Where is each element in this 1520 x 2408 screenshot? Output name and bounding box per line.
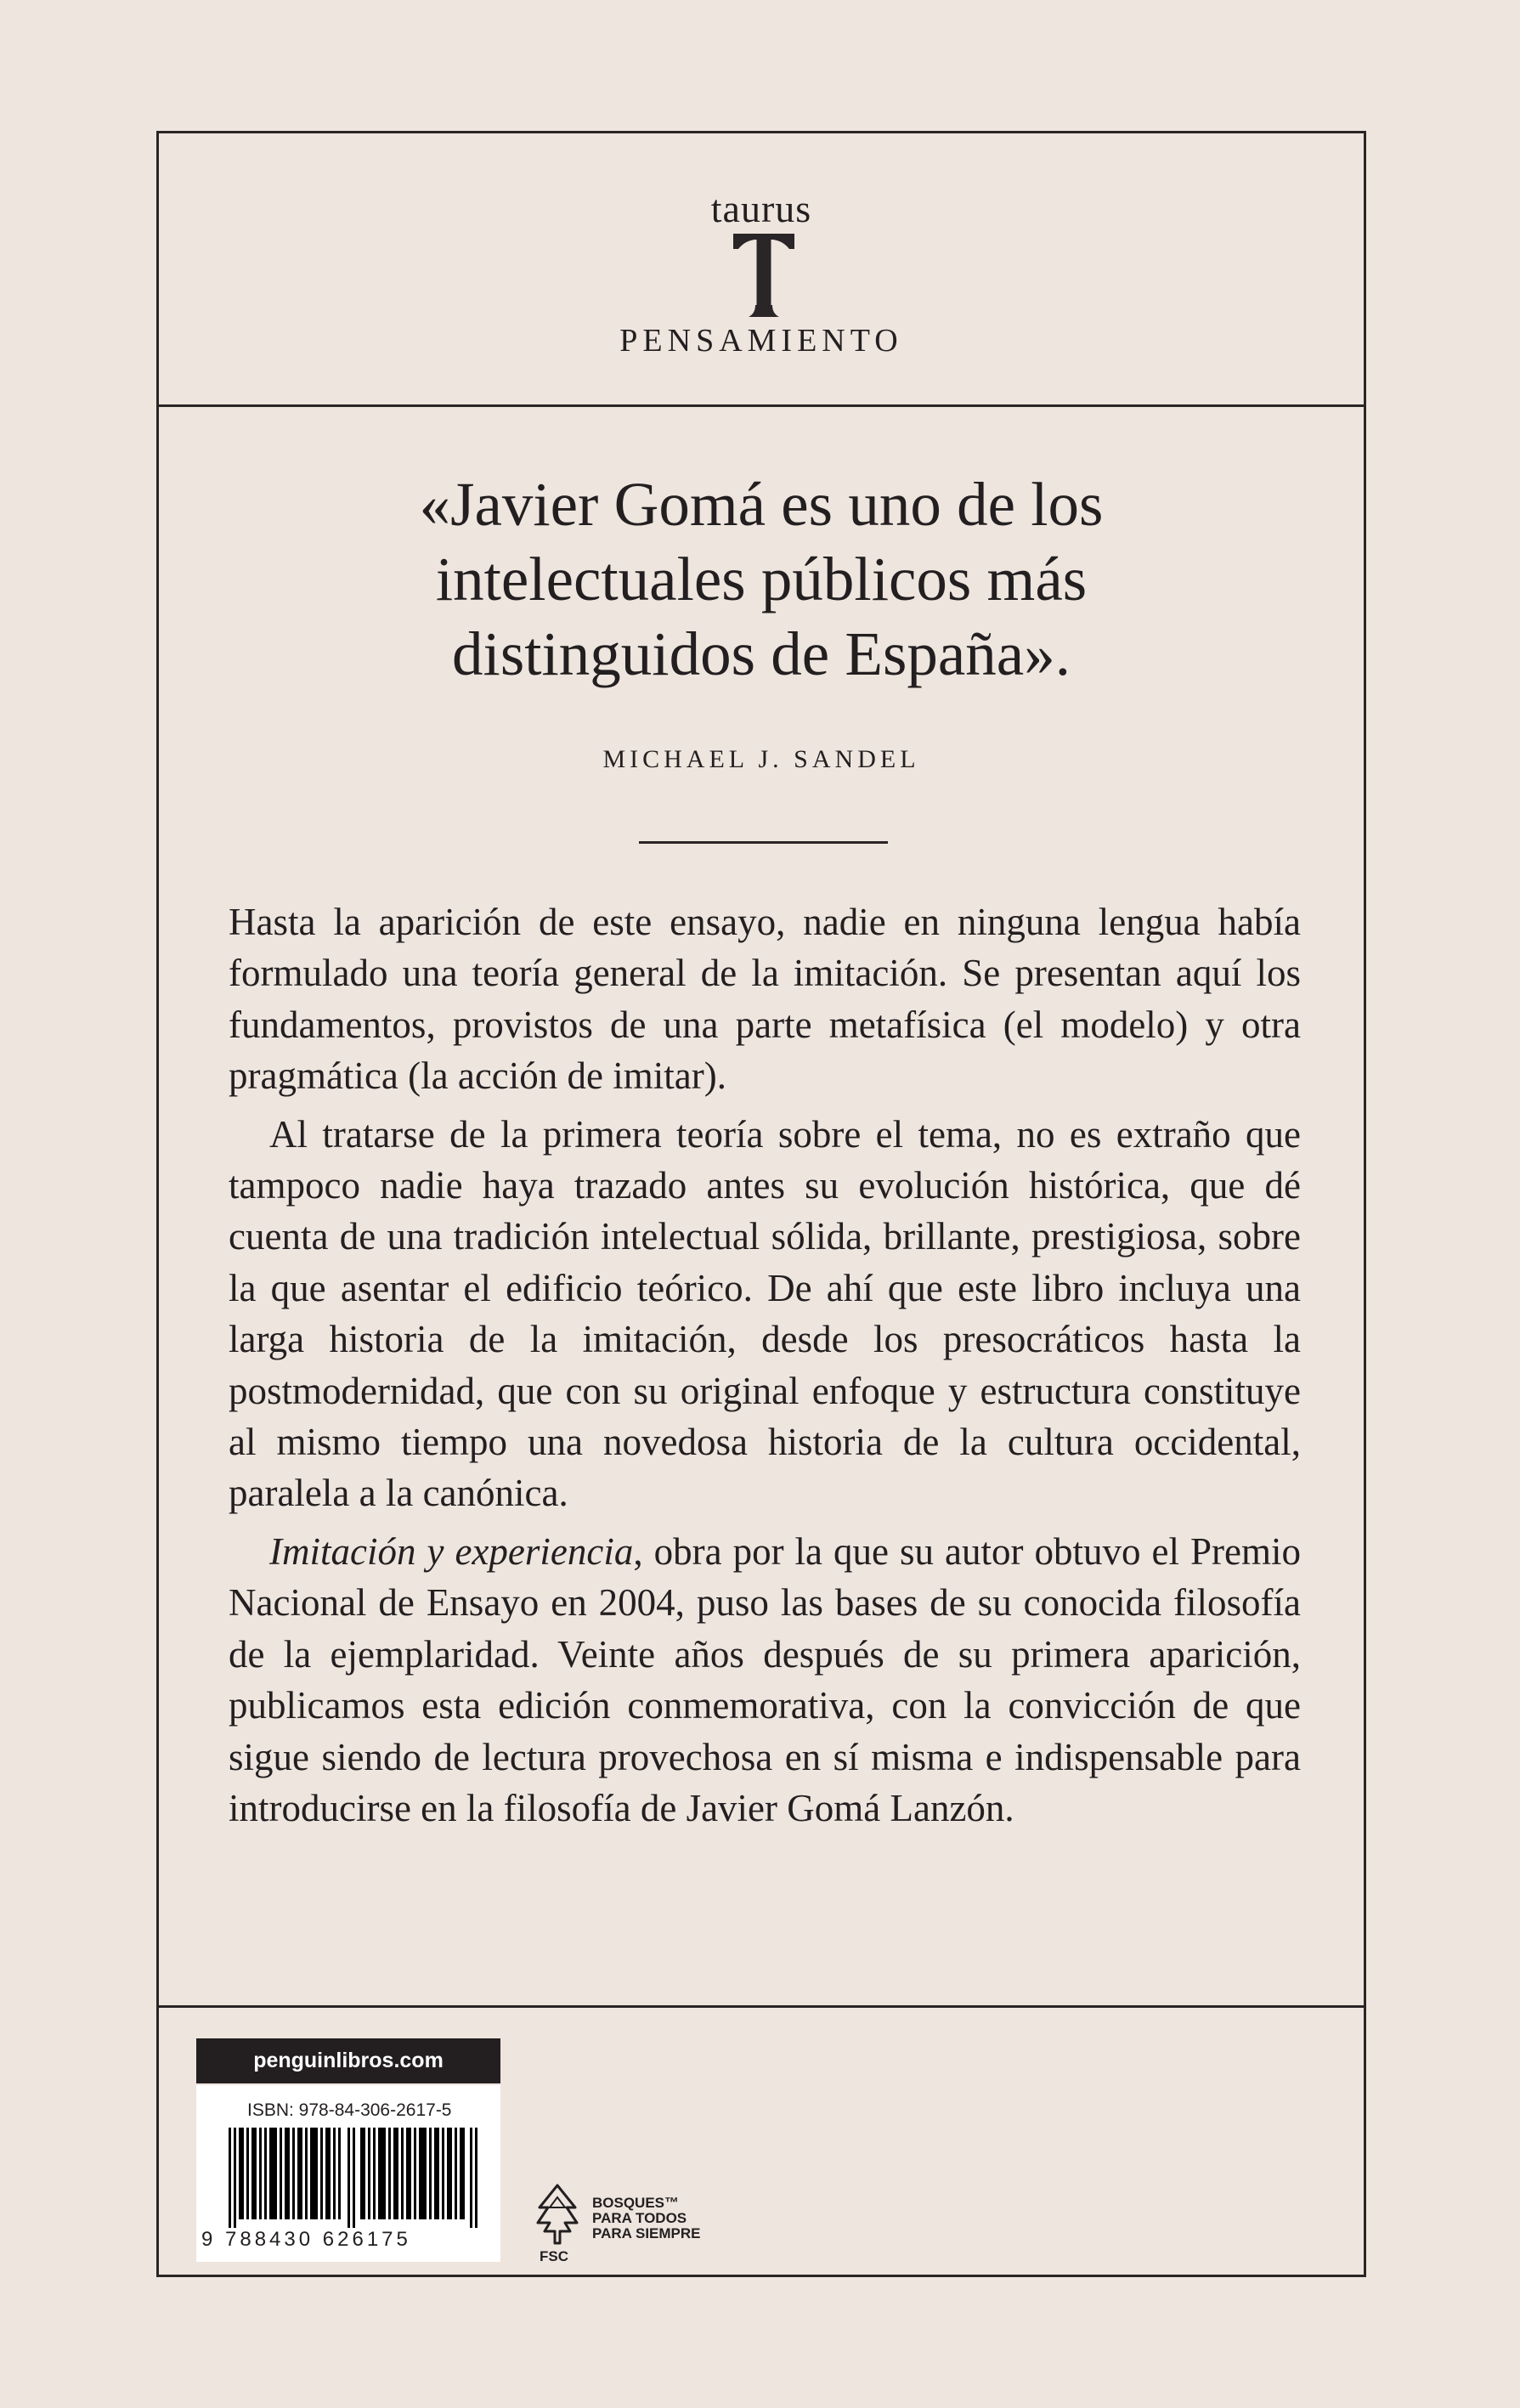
- fsc-slogan-line: BOSQUES™: [592, 2195, 680, 2211]
- book-description: [229, 896, 1301, 1834]
- fsc-label: FSC: [540, 2248, 568, 2264]
- fsc-slogan-line: PARA TODOS: [592, 2210, 687, 2226]
- taurus-t-logo-icon: [732, 232, 796, 320]
- description-paragraph-1: Hasta la aparición de este ensayo, nadie en ninguna lengua había formulado una teoría general de la imitación. Se presentan aquí los fundamentos, provistos de una parte metafísica (el modelo) y otra pragmática (la acción de imitar).: [229, 901, 1301, 1098]
- header-divider: [159, 404, 1364, 407]
- fsc-tree-icon: [533, 2182, 582, 2250]
- description-paragraph-3: [229, 1526, 1301, 1834]
- fsc-logo: [533, 2182, 745, 2267]
- barcode-panel: [196, 2085, 500, 2262]
- paragraph-text: , obra por la que su autor obtuvo el Premio Nacional de Ensayo en 2004, puso las bases de su conocida filosofía de la ejemplaridad. Veinte años después de su primera aparición, publicamos esta edición conmemorativa, con la convicción de que sigue siendo de lectura provechosa en sí misma e indispensable para introducirse en la filosofía de Javier Gomá Lanzón.: [229, 1529, 1301, 1829]
- website-label: penguinlibros.com: [196, 2038, 500, 2083]
- quote-line: distinguidos de España».: [452, 619, 1071, 688]
- barcode-icon: [229, 2128, 483, 2228]
- quote-divider: [639, 841, 888, 844]
- isbn-text: ISBN: 978-84-306-2617-5: [247, 2100, 452, 2120]
- series-name: PENSAMIENTO: [619, 323, 903, 359]
- fsc-slogan-line: PARA SIEMPRE: [592, 2225, 701, 2241]
- book-title: Imitación y experiencia: [269, 1529, 634, 1573]
- quote-author: MICHAEL J. SANDEL: [602, 745, 920, 773]
- blurb-quote: [193, 467, 1330, 692]
- barcode-number: 9 788430 626175: [201, 2228, 411, 2251]
- quote-line: intelectuales públicos más: [435, 545, 1088, 613]
- description-paragraph-2: Al tratarse de la primera teoría sobre el tema, no es extraño que tampoco nadie haya trazado antes su evolución histórica, que dé cuenta de una tradición intelectual sólida, brillante, prestigiosa, sobre la que asentar el edificio teórico. De ahí que este libro incluya una larga historia de la imitación, desde los presocráticos hasta la postmodernidad, que con su original enfoque y estructura constituye al mismo tiempo una novedosa historia de la cultura occidental, paralela a la canónica.: [229, 1112, 1301, 1515]
- cover-frame: [156, 131, 1366, 2277]
- publisher-name: taurus: [710, 187, 812, 230]
- quote-line: «Javier Gomá es uno de los: [419, 470, 1104, 539]
- footer-divider: [159, 2005, 1364, 2008]
- fsc-slogan: [592, 2196, 701, 2241]
